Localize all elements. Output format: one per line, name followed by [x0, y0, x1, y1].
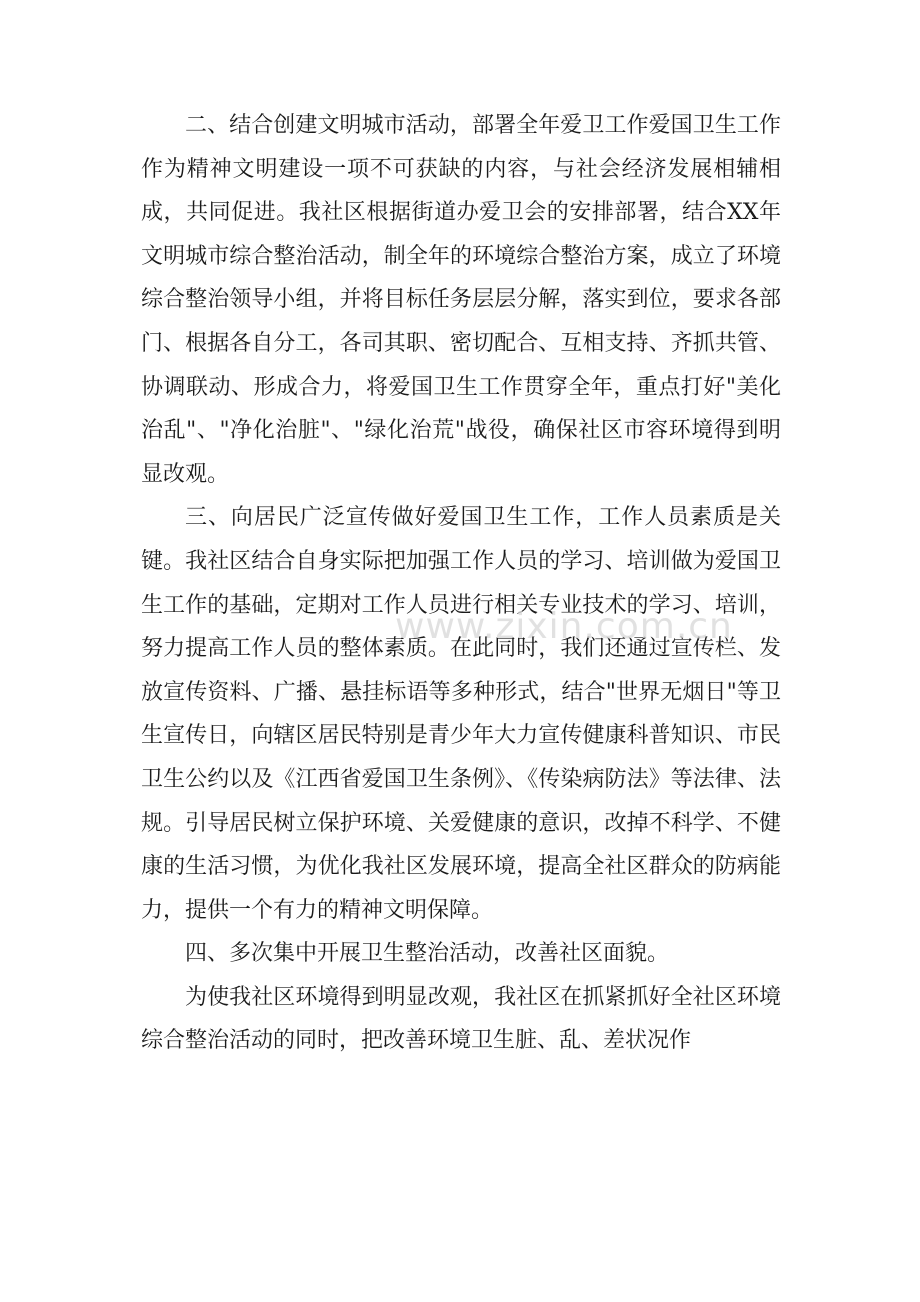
paragraph-two: 二、结合创建文明城市活动，部署全年爱卫工作爱国卫生工作作为精神文明建设一项不可获缺的内容，与社会经济发展相辅相成，共同促进。我社区根据街道办爱卫会的安排部署，结合XX年文明城市综合整治活动，制全年的环境综合整治方案，成立了环境综合整治领导小组，并将目标任务层层分解，落实到位，要求各部门、根据各自分工，各司其职、密切配合、互相支持、齐抓共管、协调联动、形成合力，将爱国卫生工作贯穿全年，重点打好"美化治乱"、"净化治脏"、"绿化治荒"战役，确保社区市容环境得到明显改观。 — [141, 113, 781, 487]
watermark-text: www.zixin.com.cn — [395, 606, 733, 647]
document-body — [141, 104, 781, 1063]
paragraph-four-body: 为使我社区环境得到明显改观，我社区在抓紧抓好全社区环境综合整治活动的同时，把改善环境卫生脏、乱、差状况作 — [141, 984, 781, 1054]
paragraph-three: 三、向居民广泛宣传做好爱国卫生工作，工作人员素质是关键。我社区结合自身实际把加强工作人员的学习、培训做为爱国卫生工作的基础，定期对工作人员进行相关专业技术的学习、培训，努力提高工作人员的整体素质。在此同时，我们还通过宣传栏、发放宣传资料、广播、悬挂标语等多种形式，结合"世界无烟日"等卫生宣传日，向辖区居民特别是青少年大力宣传健康科普知识、市民卫生公约以及《江西省爱国卫生条例》、《传染病防法》等法律、法规。引导居民树立保护环境、关爱健康的意识，改掉不科学、不健康的生活习惯，为优化我社区发展环境，提高全社区群众的防病能力，提供一个有力的精神文明保障。 — [141, 505, 781, 923]
paragraph-four-heading: 四、多次集中开展卫生整治活动，改善社区面貌。 — [185, 941, 670, 967]
